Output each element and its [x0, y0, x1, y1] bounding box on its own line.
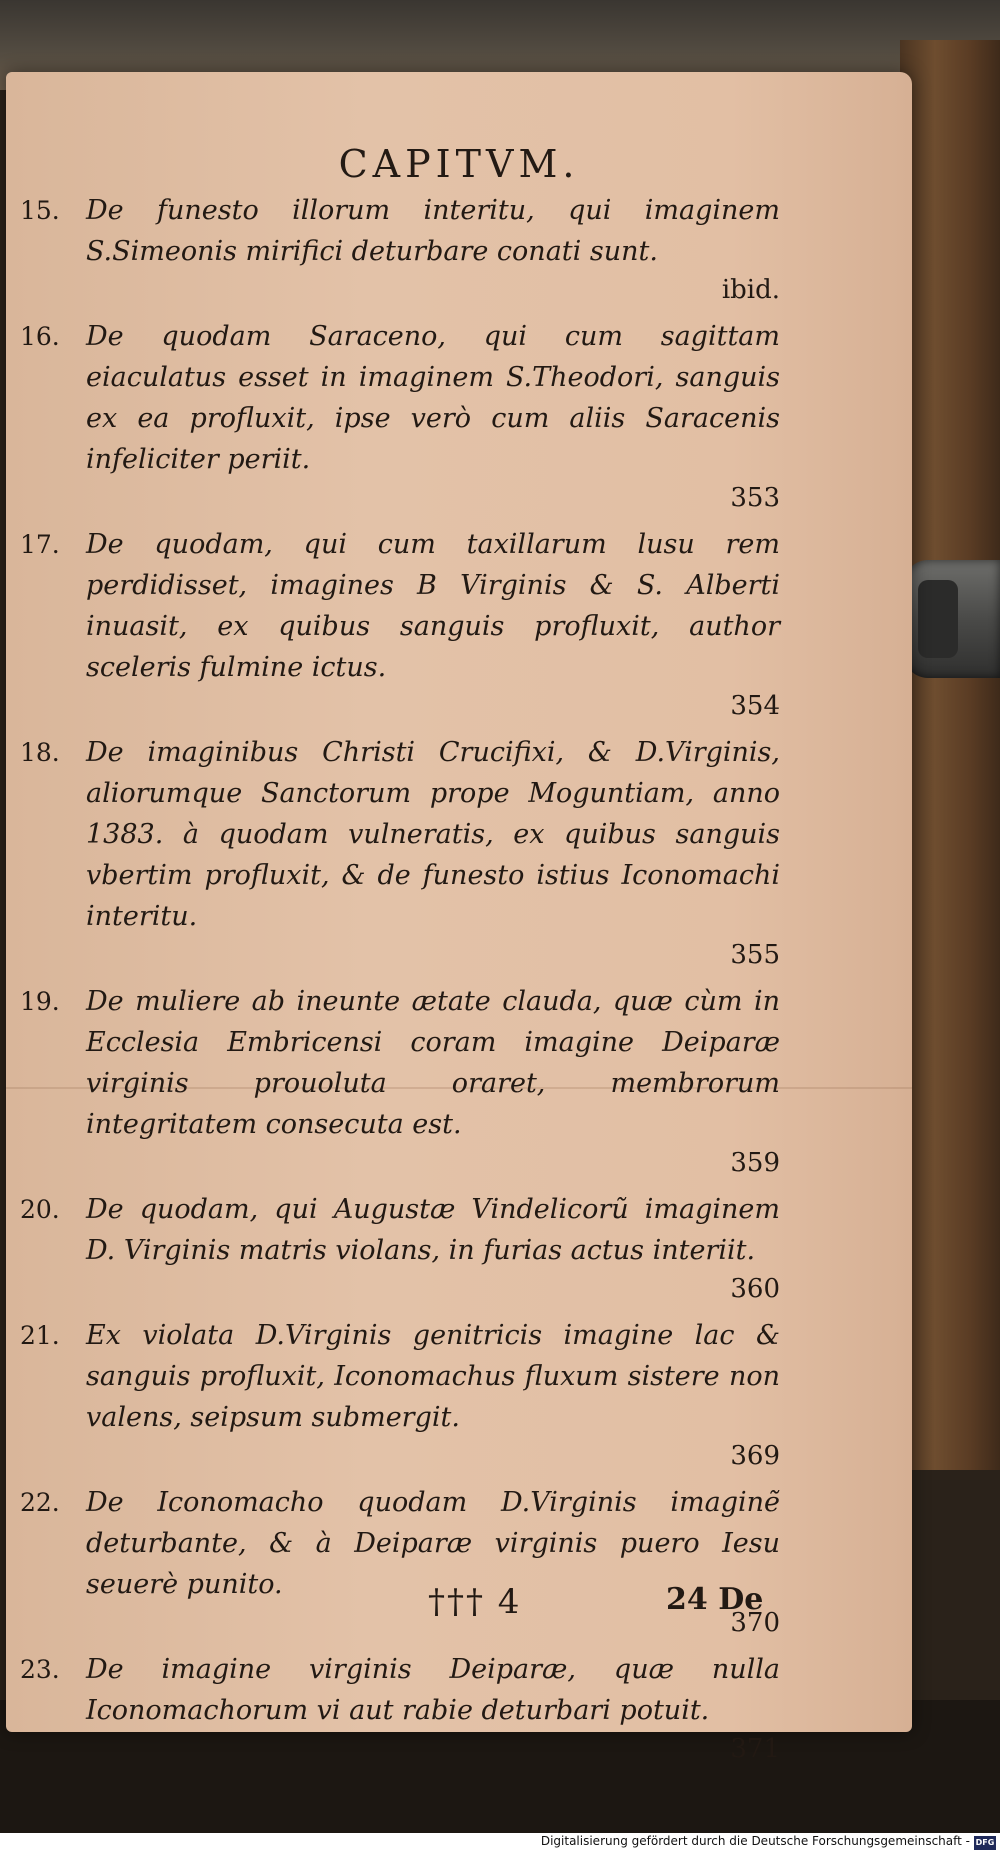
- page-reference: 360: [730, 1274, 780, 1304]
- chapter-title: De quodam, qui Augustæ Vindelicorũ imaginem D. Virginis matris violans, in furias actus interiit.: [86, 1194, 780, 1266]
- page-reference: 359: [730, 1148, 780, 1178]
- page-reference: 355: [730, 940, 780, 970]
- chapter-number: 19.: [20, 987, 60, 1016]
- chapter-number: 18.: [20, 738, 60, 767]
- chapter-entry: [20, 524, 780, 727]
- chapter-number: 15.: [20, 196, 60, 225]
- page-heading: CAPITVM.: [338, 142, 580, 186]
- page-reference: 353: [730, 483, 780, 513]
- chapter-title: De Iconomacho quodam D.Virginis imaginẽ deturbante, & à Deiparæ virginis puero Iesu seuerè punito.: [86, 1487, 780, 1600]
- clasp-slot: [918, 580, 958, 658]
- credit-text: Digitalisierung gefördert durch die Deutsche Forschungsgemeinschaft -: [540, 1834, 970, 1848]
- chapter-entry: [20, 1315, 780, 1477]
- page-reference: 369: [730, 1441, 780, 1471]
- chapter-entry: [20, 190, 780, 311]
- chapter-number: 16.: [20, 322, 60, 351]
- chapter-number: 21.: [20, 1321, 60, 1350]
- chapter-entry: [20, 732, 780, 976]
- chapter-number: 23.: [20, 1655, 60, 1684]
- page-reference: 354: [730, 691, 780, 721]
- chapter-number: 17.: [20, 530, 60, 559]
- signature-mark: ††† 4: [428, 1582, 522, 1622]
- chapter-number: 22.: [20, 1488, 60, 1517]
- chapter-entry: [20, 1649, 780, 1770]
- chapter-title: Ex violata D.Virginis genitricis imagine lac & sanguis profluxit, Iconomachus fluxum sistere non valens, seipsum submergit.: [86, 1320, 780, 1433]
- chapter-number: 20.: [20, 1195, 60, 1224]
- chapter-title: De funesto illorum interitu, qui imaginem S.Simeonis mirifici deturbare conati sunt.: [86, 195, 780, 267]
- chapter-entry: [20, 981, 780, 1184]
- book-clasp: [904, 560, 1000, 678]
- chapter-list: [20, 190, 780, 1775]
- dfg-logo-icon: DFG: [974, 1836, 996, 1850]
- page-reference: 371: [730, 1734, 780, 1764]
- chapter-title: De quodam Saraceno, qui cum sagittam eiaculatus esset in imaginem S.Theodori, sanguis ex ea profluxit, ipse verò cum aliis Saracenis infeliciter periit.: [86, 321, 780, 475]
- book-cover-edge: [900, 40, 1000, 1470]
- chapter-entry: [20, 316, 780, 519]
- book-page: [6, 72, 912, 1764]
- page-reference: ibid.: [721, 275, 780, 305]
- chapter-title: De muliere ab ineunte ætate clauda, quæ cùm in Ecclesia Embricensi coram imagine Deiparæ virginis prouoluta oraret, membrorum integritatem consecuta est.: [86, 986, 780, 1140]
- page-footer: [6, 1582, 912, 1632]
- chapter-title: De imaginibus Christi Crucifixi, & D.Virginis, aliorumque Sanctorum prope Moguntiam, anno 1383. à quodam vulneratis, ex quibus sanguis vbertim profluxit, & de funesto istius Iconomachi interitu.: [86, 737, 780, 932]
- chapter-title: De imagine virginis Deiparæ, quæ nulla Iconomachorum vi aut rabie deturbari potuit.: [86, 1654, 780, 1726]
- digitization-credit-bar: [0, 1833, 1000, 1853]
- chapter-title: De quodam, qui cum taxillarum lusu rem perdidisset, imagines B Virginis & S. Alberti inuasit, ex quibus sanguis profluxit, author sceleris fulmine ictus.: [86, 529, 780, 683]
- chapter-entry: [20, 1189, 780, 1310]
- catchword: 24 De: [666, 1582, 764, 1617]
- page-reference: 370: [730, 1608, 780, 1638]
